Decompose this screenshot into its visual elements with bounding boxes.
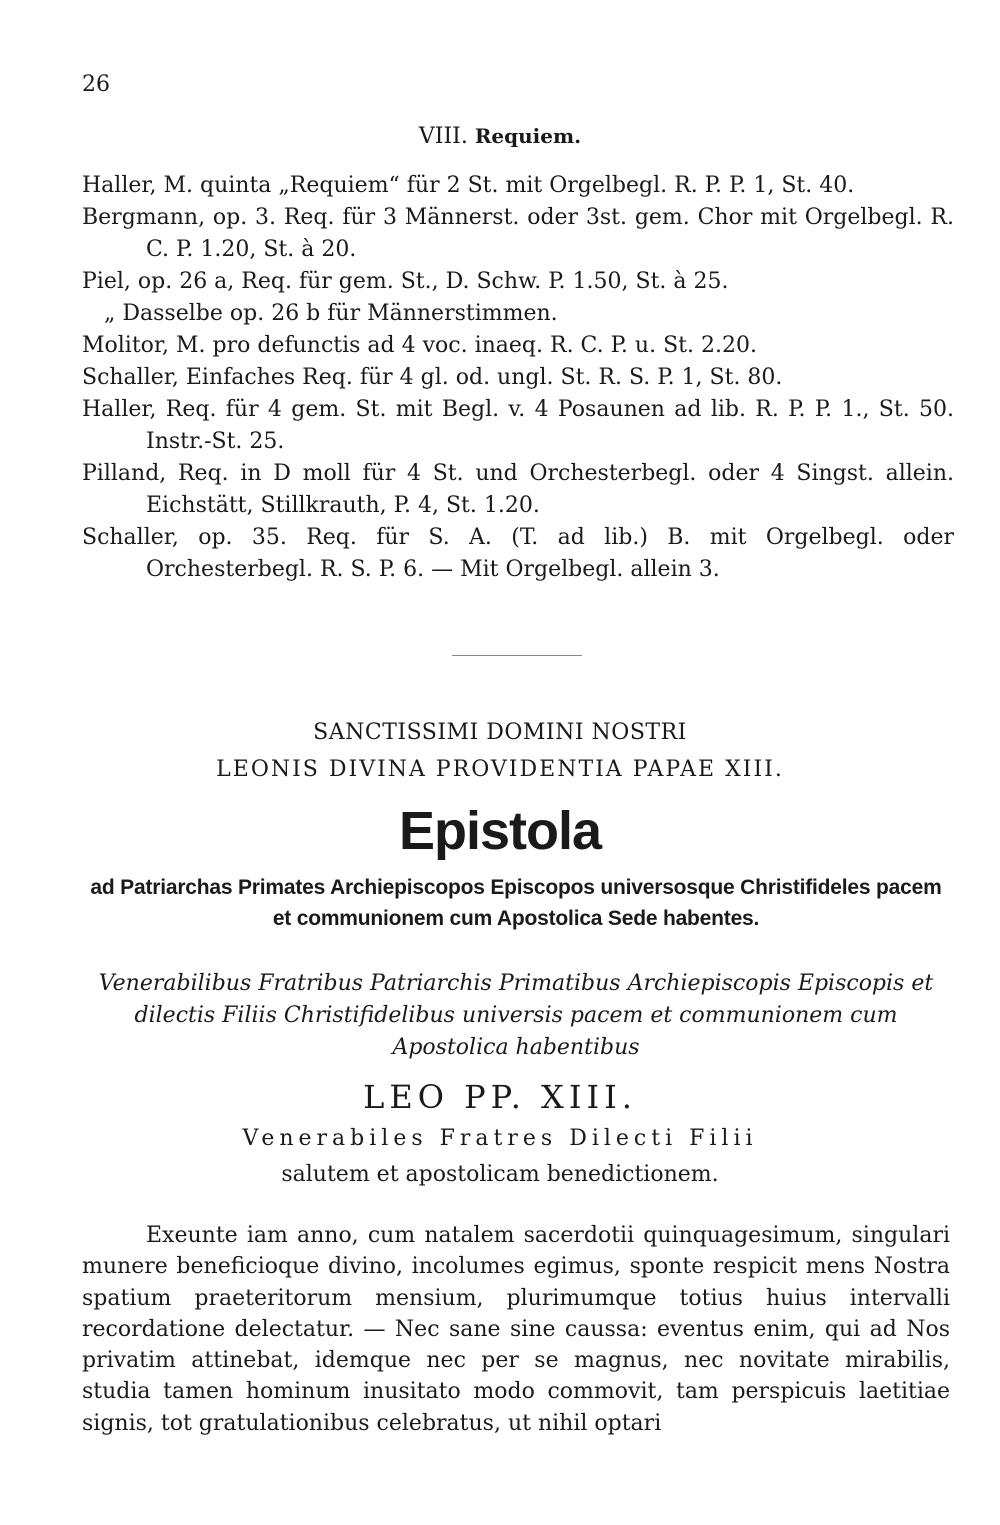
entry: Schaller, Einfaches Req. für 4 gl. od. ungl. St. R. S. P. 1, St. 80.: [82, 365, 783, 390]
entry: Piel, op. 26 a, Req. für gem. St., D. Schw. P. 1.50, St. à 25.: [82, 269, 729, 294]
page-number: 26: [82, 72, 110, 97]
salutation-line-1: Venerabiles Fratres Dilecti Filii: [242, 1126, 758, 1151]
section-divider: [452, 655, 582, 656]
author: LEO PP. XIII.: [363, 1078, 637, 1116]
epistle-subheading: ad Patriarchas Primates Archiepiscopos Episcopos universosque Christifideles pacem et communionem cum Apostolica Sede habentes.: [90, 876, 942, 930]
entry: „ Dasselbe op. 26 b für Männerstimmen.: [104, 301, 558, 326]
entry: Bergmann, op. 3. Req. für 3 Männerst. oder 3st. gem. Chor mit Orgelbegl. R. C. P. 1.20, St. à 20.: [82, 205, 954, 262]
entry: Haller, Req. für 4 gem. St. mit Begl. v. 4 Posaunen ad lib. R. P. P. 1., St. 50. Instr.-St. 25.: [82, 397, 954, 454]
section-title-word: Requiem.: [474, 124, 582, 148]
entry: Haller, M. quinta „Requiem“ für 2 St. mit Orgelbegl. R. P. P. 1, St. 40.: [82, 173, 855, 198]
section-title: [0, 124, 1000, 149]
epistle-heading: Epistola: [398, 801, 602, 861]
section-title-roman: VIII.: [418, 124, 468, 149]
entry-list: [82, 170, 954, 586]
entry: Molitor, M. pro defunctis ad 4 voc. inaeq. R. C. P. u. St. 2.20.: [82, 333, 757, 358]
entry: Pilland, Req. in D moll für 4 St. und Orchesterbegl. oder 4 Singst. allein. Eichstätt, Stillkrauth, P. 4, St. 1.20.: [82, 461, 954, 518]
salutation-line-2: salutem et apostolicam benedictionem.: [281, 1162, 719, 1187]
addressees: Venerabilibus Fratribus Patriarchis Primatibus Archiepiscopis Episcopis et dilectis Filiis Christifidelibus universis pacem et communionem cum Apostolica habentibus: [98, 971, 934, 1060]
dedication-line-2: LEONIS DIVINA PROVIDENTIA PAPAE XIII.: [216, 757, 784, 782]
body-paragraph: Exeunte iam anno, cum natalem sacerdotii quinquagesimum, singulari munere beneficioque divino, incolumes egimus, sponte respicit mens Nostra spatium praeteritorum mensium, plurimumque totius huius intervalli recordatione delectatur. — Nec sane sine caussa: eventus enim, qui ad Nos privatim attinebat, idemque nec per se magnus, nec novitate mirabilis, studia tamen hominum inusitato modo commovit, tam perspicuis laetitiae signis, tot gratulationibus celebratus, ut nihil optari: [82, 1223, 950, 1436]
entry: Schaller, op. 35. Req. für S. A. (T. ad lib.) B. mit Orgelbegl. oder Orchesterbegl. R. S. P. 6. — Mit Orgelbegl. allein 3.: [82, 525, 954, 582]
dedication-line-1: SANCTISSIMI DOMINI NOSTRI: [313, 720, 687, 745]
